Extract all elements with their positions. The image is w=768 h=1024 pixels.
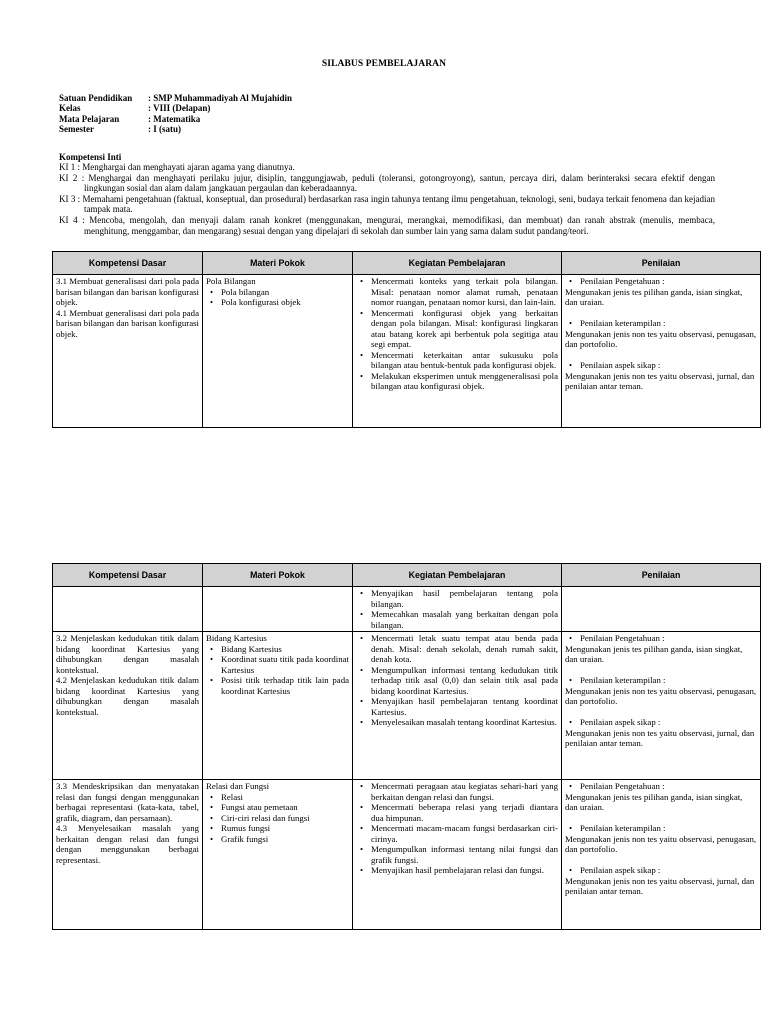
kegiatan-item: • Menyelesaikan masalah tentang koordinat Kartesius.	[371, 717, 558, 728]
penilaian-keterampilan-label: • Penilaian keterampilan :	[580, 675, 757, 686]
kegiatan-cell	[353, 275, 562, 428]
kegiatan-item: • Mengumpulkan informasi tentang nilai fungsi dan grafik fungsi.	[371, 844, 558, 865]
kompetensi-inti-heading: Kompetensi Inti	[59, 152, 122, 162]
header-materi-pokok: Materi Pokok	[203, 564, 353, 587]
ki-item: KI 3 : Memahami pengetahuan (faktual, konseptual, dan prosedural) berdasarkan rasa ingin tahunya tentang ilmu pengetahuan, teknologi, seni, budaya terkait fenomena dan kejadian tampak mata.	[59, 193, 715, 215]
penilaian-pengetahuan-text: Mengunakan jenis tes pilihan ganda, isian singkat, dan uraian.	[565, 791, 743, 812]
penilaian-list	[565, 276, 757, 287]
kegiatan-item: • Mencermati peragaan atau kegiatas sehari-hari yang berkaitan dengan relasi dan fungsi.	[371, 781, 558, 802]
materi-item: • Koordinat suatu titik pada koordinat Kartesius	[221, 654, 349, 675]
kegiatan-item: • Menyajikan hasil pembelajaran tentang koordinat Kartesius.	[371, 696, 558, 717]
kegiatan-list	[356, 588, 558, 630]
kegiatan-item: • Mencermati konteks yang terkait pola bilangan. Misal: penataan nomor alamat rumah, penataan nomor ruangan, penataan nomor kursi, dan lain-lain.	[371, 276, 558, 308]
penilaian-pengetahuan-text: Mengunakan jenis tes pilihan ganda, isian singkat, dan uraian.	[565, 643, 743, 664]
kegiatan-item: • Mencermati keterkaitan antar sukusuku pola bilangan atau bentuk-bentuk pada konfigurasi objek.	[371, 350, 558, 371]
materi-item: • Grafik fungsi	[221, 834, 349, 845]
header-kegiatan-pembelajaran: Kegiatan Pembelajaran	[353, 564, 562, 587]
penilaian-pengetahuan-label: • Penilaian Pengetahuan :	[580, 276, 757, 287]
penilaian-list	[565, 360, 757, 371]
kegiatan-list	[356, 781, 558, 876]
table-header-row	[53, 564, 761, 587]
penilaian-pengetahuan-text: Mengunakan jenis tes pilihan ganda, isian singkat, dan uraian.	[565, 286, 743, 307]
kompetensi-inti-list	[59, 162, 715, 236]
materi-list	[206, 792, 349, 845]
kegiatan-cell	[353, 632, 562, 780]
table-header-row	[53, 252, 761, 275]
header-kegiatan-pembelajaran: Kegiatan Pembelajaran	[353, 252, 562, 275]
kegiatan-item: • Mencermati letak suatu tempat atau benda pada denah. Misal: denah sekolah, denah rumah sakit, denah kota.	[371, 633, 558, 665]
penilaian-keterampilan-text: Mengunakan jenis non tes yaitu observasi, penugasan, dan portofolio.	[565, 328, 757, 349]
page-title: SILABUS PEMBELAJARAN	[321, 59, 447, 69]
penilaian-cell	[562, 780, 761, 930]
kegiatan-item: • Mencermati beberapa relasi yang terjadi diantara dua himpunan.	[371, 802, 558, 823]
kd-cell	[53, 780, 203, 930]
kd-text: 4.3 Menyelesaikan masalah yang berkaitan dengan relasi dan fungsi dengan menggunakan berbagai representasi.	[56, 823, 199, 865]
penilaian-sikap-text: Mengunakan jenis non tes yaitu observasi, jurnal, dan penilaian antar teman.	[565, 875, 755, 896]
penilaian-list	[565, 781, 757, 792]
penilaian-list	[565, 675, 757, 686]
materi-item: • Pola konfigurasi objek	[221, 297, 349, 308]
kd-cell	[53, 632, 203, 780]
identity-row	[59, 114, 292, 124]
penilaian-cell	[562, 587, 761, 632]
identity-label: Mata Pelajaran	[59, 113, 120, 124]
materi-cell	[203, 587, 353, 632]
identity-value: : SMP Muhammadiyah Al Mujahidin	[148, 93, 293, 103]
materi-item: • Bidang Kartesius	[221, 644, 349, 655]
syllabus-table-1	[52, 251, 761, 428]
table-row	[53, 780, 761, 930]
penilaian-sikap-text: Mengunakan jenis non tes yaitu observasi, jurnal, dan penilaian antar teman.	[565, 370, 755, 391]
kegiatan-item: • Menyajikan hasil pembelajaran relasi dan fungsi.	[371, 865, 558, 876]
kegiatan-list	[356, 633, 558, 728]
kd-text: 3.1 Membuat generalisasi dari pola pada barisan bilangan dan barisan konfigurasi objek.	[56, 276, 199, 307]
materi-title: Pola Bilangan	[206, 276, 256, 286]
kegiatan-item: • Mencermati konfigurasi objek yang berkaitan dengan pola bilangan. Misal: konfigurasi lingkaran atau batang korek api berbentuk pola segitiga atau segi empat.	[371, 308, 558, 350]
penilaian-list	[565, 717, 757, 728]
identity-value: : VIII (Delapan)	[148, 103, 211, 114]
penilaian-list	[565, 865, 757, 876]
penilaian-cell	[562, 632, 761, 780]
penilaian-keterampilan-label: • Penilaian keterampilan :	[580, 823, 757, 834]
kd-text: 4.2 Menjelaskan kedudukan titik dalam bidang koordinat Kartesius yang dihubungkan dengan masalah kontekstual.	[56, 675, 199, 717]
materi-cell	[203, 780, 353, 930]
kd-text: 3.2 Menjelaskan kedudukan titik dalam bidang koordinat Kartesius yang dihubungkan dengan masalah kontekstual.	[56, 633, 199, 675]
kegiatan-cell	[353, 587, 562, 632]
header-penilaian: Penilaian	[562, 564, 761, 587]
penilaian-keterampilan-text: Mengunakan jenis non tes yaitu observasi, penugasan, dan portofolio.	[565, 833, 757, 854]
penilaian-list	[565, 823, 757, 834]
penilaian-sikap-label: • Penilaian aspek sikap :	[580, 360, 757, 371]
kegiatan-item: • Mencermati macam-macam fungsi berdasarkan ciri-cirinya.	[371, 823, 558, 844]
materi-list	[206, 644, 349, 697]
materi-item: • Posisi titik terhadap titik lain pada koordinat Kartesius	[221, 675, 349, 696]
identity-label: Semester	[59, 123, 94, 134]
identity-row	[59, 124, 292, 134]
kd-cell	[53, 587, 203, 632]
header-kompetensi-dasar: Kompetensi Dasar	[53, 564, 203, 587]
penilaian-list	[565, 633, 757, 644]
table-row	[53, 275, 761, 428]
materi-title: Bidang Kartesius	[206, 633, 267, 643]
penilaian-sikap-text: Mengunakan jenis non tes yaitu observasi, jurnal, dan penilaian antar teman.	[565, 727, 755, 748]
kegiatan-list	[356, 276, 558, 392]
header-kompetensi-dasar: Kompetensi Dasar	[53, 252, 203, 275]
syllabus-table-2	[52, 563, 761, 930]
ki-item: KI 1 : Menghargai dan menghayati ajaran agama yang dianutnya.	[59, 162, 295, 172]
kegiatan-item: • Melakukan eksperimen untuk menggeneralisasi pola bilangan atau konfigurasi objek.	[371, 371, 558, 392]
materi-cell	[203, 632, 353, 780]
penilaian-list	[565, 318, 757, 329]
materi-item: • Fungsi atau pemetaan	[221, 802, 349, 813]
identity-value: : I (satu)	[148, 123, 181, 134]
kd-text: 4.1 Membuat generalisasi dari pola pada barisan bilangan dan barisan konfigurasi objek.	[56, 307, 199, 339]
materi-item: • Rumus fungsi	[221, 823, 349, 834]
penilaian-keterampilan-text: Mengunakan jenis non tes yaitu observasi, penugasan, dan portofolio.	[565, 685, 757, 706]
table-row	[53, 632, 761, 780]
materi-list	[206, 287, 349, 308]
header-materi-pokok: Materi Pokok	[203, 252, 353, 275]
ki-item: KI 2 : Menghargai dan menghayati perilaku jujur, disiplin, tanggungjawab, peduli (toleransi, gotongroyong), santun, percaya diri, dalam berinteraksi secara efektif dengan lingkungan sosial dan alam dalam jangkauan pergaulan dan keberadaannya.	[59, 172, 715, 194]
identity-label: Satuan Pendidikan	[59, 93, 133, 103]
table-row	[53, 587, 761, 632]
ki-item: KI 4 : Mencoba, mengolah, dan menyaji dalam ranah konkret (menggunakan, mengurai, merangkai, memodifikasi, dan membuat) dan ranah abstrak (menulis, membaca, menghitung, menggambar, dan mengarang) sesuai dengan yang dipelajari di sekolah dan sumber lain yang sama dalam sudut pandang/teori.	[59, 214, 715, 236]
kd-text: 3.3 Mendeskripsikan dan menyatakan relasi dan fungsi dengan menggunakan berbagai representasi (kata-kata, tabel, grafik, diagram, dan persamaan).	[56, 781, 199, 823]
penilaian-pengetahuan-label: • Penilaian Pengetahuan :	[580, 781, 757, 792]
penilaian-cell	[562, 275, 761, 428]
materi-item: • Relasi	[221, 792, 349, 803]
identity-label: Kelas	[59, 103, 81, 114]
materi-item: • Pola bilangan	[221, 287, 349, 298]
kd-cell	[53, 275, 203, 428]
penilaian-keterampilan-label: • Penilaian keterampilan :	[580, 318, 757, 329]
materi-title: Relasi dan Fungsi	[206, 781, 270, 791]
penilaian-sikap-label: • Penilaian aspek sikap :	[580, 865, 757, 876]
materi-cell	[203, 275, 353, 428]
kegiatan-cell	[353, 780, 562, 930]
materi-item: • Ciri-ciri relasi dan fungsi	[221, 813, 349, 824]
penilaian-pengetahuan-label: • Penilaian Pengetahuan :	[580, 633, 757, 644]
kegiatan-item: • Memecahkan masalah yang berkaitan dengan pola bilangan.	[371, 609, 558, 630]
identity-row	[59, 103, 292, 113]
penilaian-sikap-label: • Penilaian aspek sikap :	[580, 717, 757, 728]
identity-row	[59, 93, 292, 103]
kegiatan-item: • Mengumpulkan informasi tentang kedudukan titik terhadap titik asal (0,0) dan selain titik asal pada bidang koordinat Kartesius.	[371, 665, 558, 697]
identity-value: : Matematika	[148, 113, 201, 124]
kegiatan-item: • Menyajikan hasil pembelajaran tentang pola bilangan.	[371, 588, 558, 609]
identity-block	[59, 93, 292, 134]
header-penilaian: Penilaian	[562, 252, 761, 275]
